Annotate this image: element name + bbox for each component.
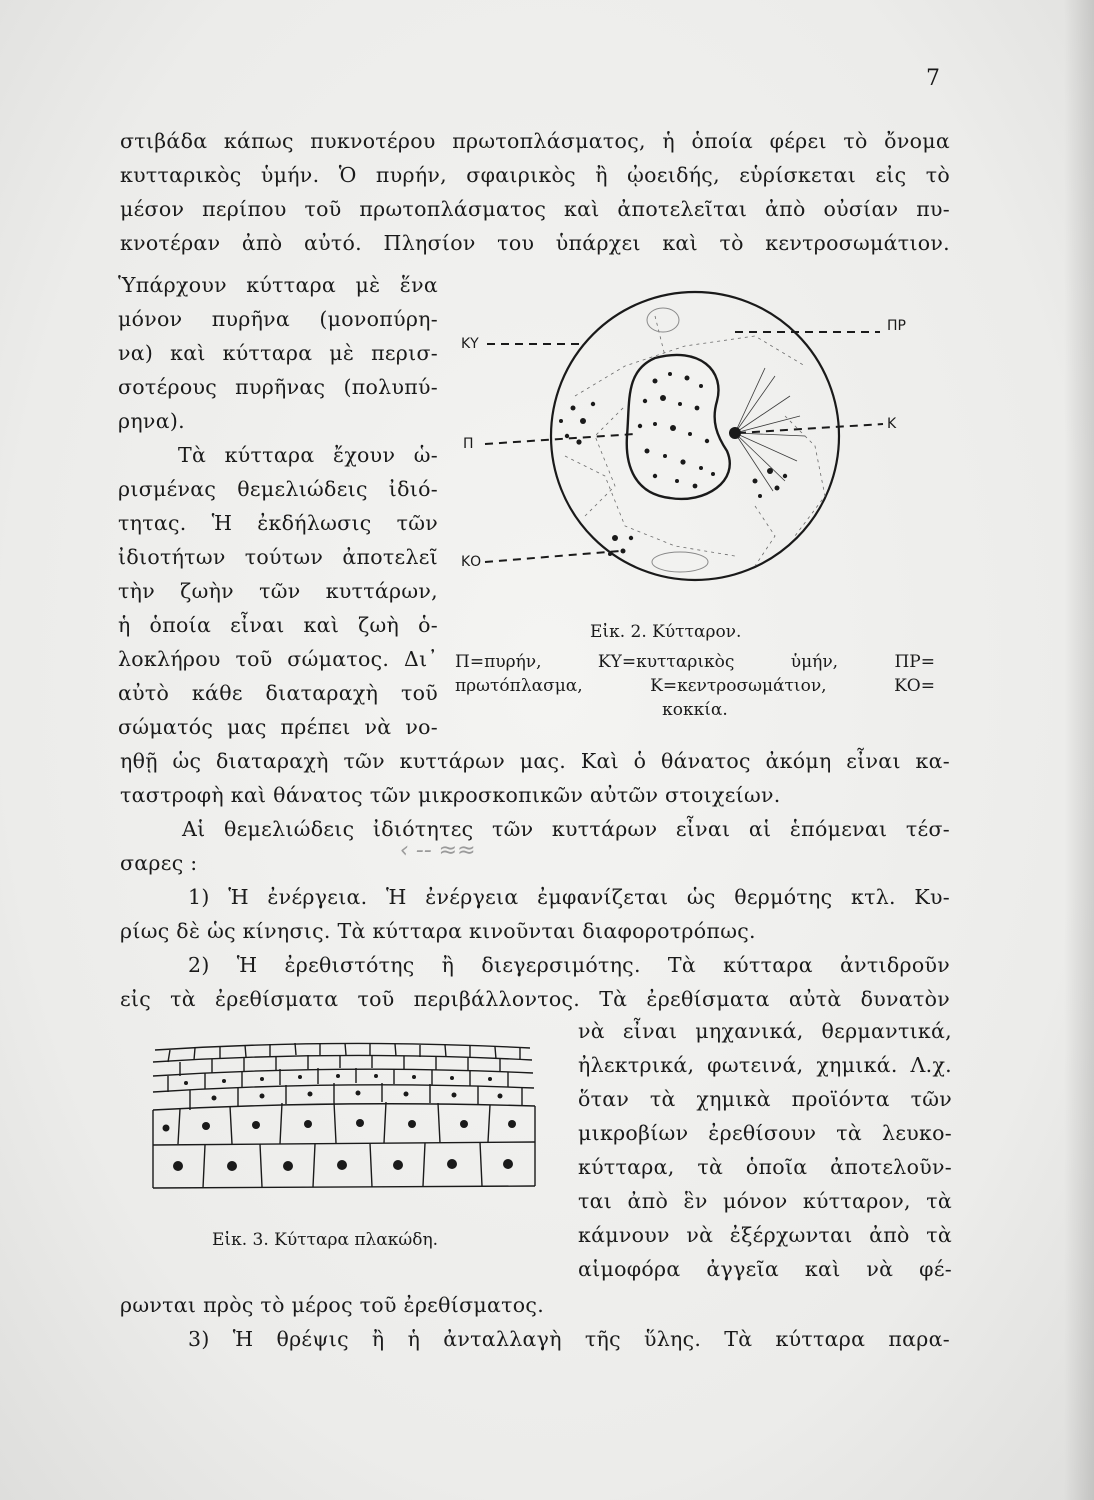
text-line: μικροβίων ἐρεθίσουν τὰ λευκο- (578, 1121, 952, 1145)
right-column-text (578, 1014, 952, 1286)
label-ko: ΚΟ (461, 554, 482, 570)
text-line: σαρες : (120, 851, 198, 875)
text-line: αἱμοφόρα ἀγγεῖα καὶ νὰ φέ- (578, 1257, 952, 1281)
text-line: ρισμένας θεμελιώδεις ἰδιό- (118, 477, 438, 501)
text-line: ταστροφὴ καὶ θάνατος τῶν μικροσκοπικῶν αὐτῶν στοιχείων. (120, 783, 781, 807)
left-column-text (118, 268, 438, 744)
squamous-cells-diagram (150, 1040, 540, 1195)
text-line: κάμνουν νὰ ἐξέρχωνται ἀπὸ τὰ (578, 1223, 952, 1247)
text-line: ἡ ὁποία εἶναι καὶ ζωὴ ὁ- (118, 613, 438, 637)
vacuole (652, 552, 708, 572)
text-line: 1) Ἡ ἐνέργεια. Ἡ ἐνέργεια ἐμφανίζεται ὡς θερμότης κτλ. Κυ- (188, 885, 950, 909)
text-line: νὰ εἶναι μηχανικά, θερμαντικά, (578, 1019, 952, 1043)
text-line: εἰς τὰ ἐρεθίσματα τοῦ περιβάλλοντος. Τὰ ἐρεθίσματα αὐτὰ δυνατὸν (120, 987, 950, 1011)
text-line: αὐτὸ κάθε διαταραχὴ τοῦ (118, 681, 438, 705)
paragraph-nutrition (120, 1288, 950, 1356)
page-number: 7 (926, 66, 940, 91)
paragraph-intro (120, 124, 950, 260)
text-line: κυτταρικὸς ὑμήν. Ὁ πυρήν, σφαιρικὸς ἢ ᾠοειδής, εὑρίσκεται εἰς τὸ (120, 163, 950, 187)
pencil-marks: ‹ ‐‐ ≈≈ (400, 838, 476, 863)
text-line: ται ἀπὸ ἓν μόνον κύτταρον, τὰ (578, 1189, 952, 1213)
text-line: μέσον περίπου τοῦ πρωτοπλάσματος καὶ ἀποτελεῖται ἀπὸ οὐσίαν πυ- (120, 197, 950, 221)
text-line: ρηνα). (118, 409, 185, 433)
text-line: ρίως δὲ ὡς κίνησις. Τὰ κύτταρα κινοῦνται διαφοροτρόπως. (120, 919, 756, 943)
text-line: στιβάδα κάπως πυκνοτέρου πρωτοπλάσματος, ἡ ὁποία φέρει τὸ ὄνομα (120, 129, 950, 153)
paragraph-properties (120, 744, 950, 1016)
label-ky: ΚΥ (461, 336, 479, 352)
figure2-caption-title: Εἰκ. 2. Κύτταρον. (590, 622, 742, 642)
caption-line: πρωτόπλασμα, Κ=κεντροσωμάτιον, ΚΟ= (455, 676, 935, 696)
figure2-caption-legend (455, 650, 935, 722)
nucleus (627, 355, 730, 499)
text-line: Ὑπάρχουν κύτταρα μὲ ἕνα (118, 273, 438, 297)
text-line: τητας. Ἡ ἐκδήλωσις τῶν (118, 511, 438, 535)
text-line: κνοτέραν ἀπὸ αὐτό. Πλησίον του ὑπάρχει καὶ τὸ κεντροσωμάτιον. (120, 231, 950, 255)
text-line: ὅταν τὰ χημικὰ προϊόντα τῶν (578, 1087, 952, 1111)
text-line: να) καὶ κύτταρα μὲ περισ- (118, 341, 438, 365)
page-edge-shadow (1064, 0, 1094, 1500)
cell-diagram (455, 276, 945, 596)
text-line: σοτέρους πυρῆνας (πολυπύ- (118, 375, 438, 399)
text-line: Τὰ κύτταρα ἔχουν ὡ- (178, 443, 438, 467)
text-line: σώματός μας πρέπει νὰ νο- (118, 715, 438, 739)
text-line: λοκλήρου τοῦ σώματος. Δι᾽ (118, 647, 438, 671)
caption-line: κοκκία. (662, 700, 728, 720)
label-pr: ΠΡ (887, 318, 906, 334)
vacuole (647, 308, 679, 332)
text-line: ρωνται πρὸς τὸ μέρος τοῦ ἐρεθίσματος. (120, 1293, 545, 1317)
text-line: τὴν ζωὴν τῶν κυττάρων, (118, 579, 438, 603)
text-line: ἠλεκτρικά, φωτεινά, χημικά. Λ.χ. (578, 1053, 952, 1077)
figure3-caption: Εἰκ. 3. Κύτταρα πλακώδη. (212, 1230, 439, 1250)
text-line: ἰδιοτήτων τούτων ἀποτελεῖ (118, 545, 438, 569)
label-k: Κ (887, 416, 897, 432)
text-line: κύτταρα, τὰ ὁποῖα ἀποτελοῦν- (578, 1155, 952, 1179)
text-line: ηθῇ ὡς διαταραχὴ τῶν κυττάρων μας. Καὶ ὁ θάνατος ἀκόμη εἶναι κα- (120, 749, 950, 773)
text-line: Αἱ θεμελιώδεις ἰδιότητες τῶν κυττάρων εἶναι αἱ ἑπόμεναι τέσ- (182, 817, 950, 841)
text-line: μόνον πυρῆνα (μονοπύρη- (118, 307, 438, 331)
label-p: Π (463, 436, 474, 452)
text-line: 2) Ἡ ἐρεθιστότης ἢ διεγερσιμότης. Τὰ κύτταρα ἀντιδροῦν (188, 953, 950, 977)
text-line: 3) Ἡ θρέψις ἢ ἡ ἀνταλλαγὴ τῆς ὕλης. Τὰ κύτταρα παρα- (188, 1327, 950, 1351)
caption-line: Π=πυρήν, ΚΥ=κυτταρικὸς ὑμήν, ΠΡ= (455, 652, 935, 672)
